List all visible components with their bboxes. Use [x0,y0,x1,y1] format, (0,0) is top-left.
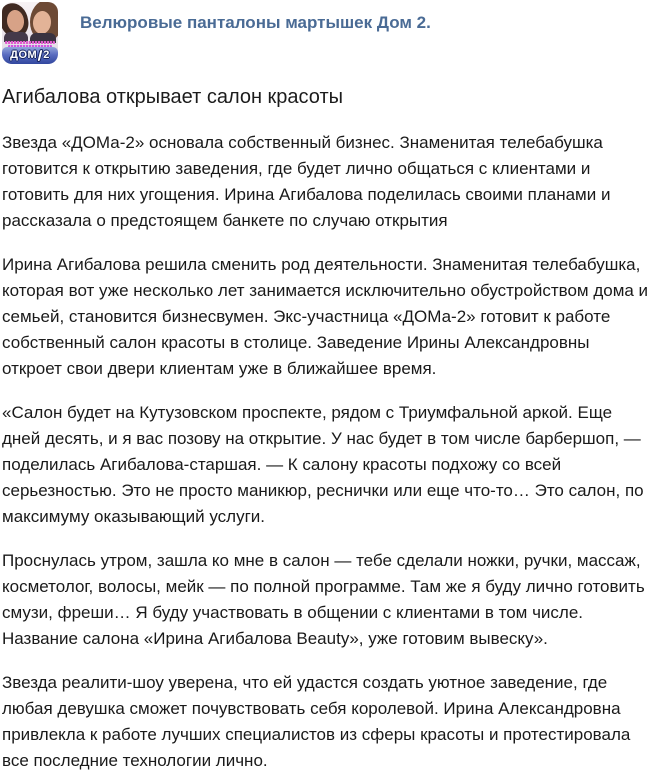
dom2-logo-divider [38,50,43,61]
post-title-link[interactable]: Велюровые панталоны мартышек Дом 2. [80,13,431,32]
post-header [2,2,668,64]
community-avatar[interactable] [2,2,58,64]
article-paragraph-3: «Салон будет на Кутузовском проспекте, рядом с Триумфальной аркой. Еще дней десять, и я вас позову на открытие. У нас будет в том числе барбершоп, — поделилась Агибалова-старшая. — К салону красоты подхожу со всей серьезностью. Это не просто маникюр, реснички или еще что-то… Это салон, по максимуму оказывающий услуги. [2,403,644,526]
article-body [2,84,654,773]
article-paragraph-2: Ирина Агибалова решила сменить род деятельности. Знаменитая телебабушка, которая вот уже несколько лет занимается исключительно обустройством дома и семьей, становится бизнесвумен. Экс-участница «ДОМа-2» готовит к работе собственный салон красоты в столице. Заведение Ирины Александровны откроет свои двери клиентам уже в ближайшее время. [2,255,649,378]
article-paragraph-5: Звезда реалити-шоу уверена, что ей удастся создать уютное заведение, где любая девушка сможет почувствовать себя королевой. Ирина Александровна привлекла к работе лучших специалистов из сферы красоты и протестировала все последние технологии лично. [2,673,631,770]
dom2-logo-word: ДОМ [10,49,38,61]
dom2-logo-digit: 2 [43,49,50,61]
dom2-logo [2,47,58,64]
article-paragraph-4: Проснулась утром, зашла ко мне в салон — тебе сделали ножки, ручки, массаж, косметолог, волосы, мейк — по полной программе. Там же я буду лично готовить смузи, фреши… Я буду участвовать в общении с клиентами в том числе. Название салона «Ирина Агибалова Beauty», уже готовим вывеску». [2,551,645,648]
article-heading: Агибалова открывает салон красоты [2,86,343,108]
avatar-pink-caption-line-1 [5,41,55,44]
article-paragraph-1: Звезда «ДОМа-2» основала собственный бизнес. Знаменитая телебабушка готовится к открытию заведения, где будет лично общаться с клиентами и готовить для них угощения. Ирина Агибалова поделилась своими планами и рассказала о предстоящем банкете по случаю открытия [2,133,611,230]
